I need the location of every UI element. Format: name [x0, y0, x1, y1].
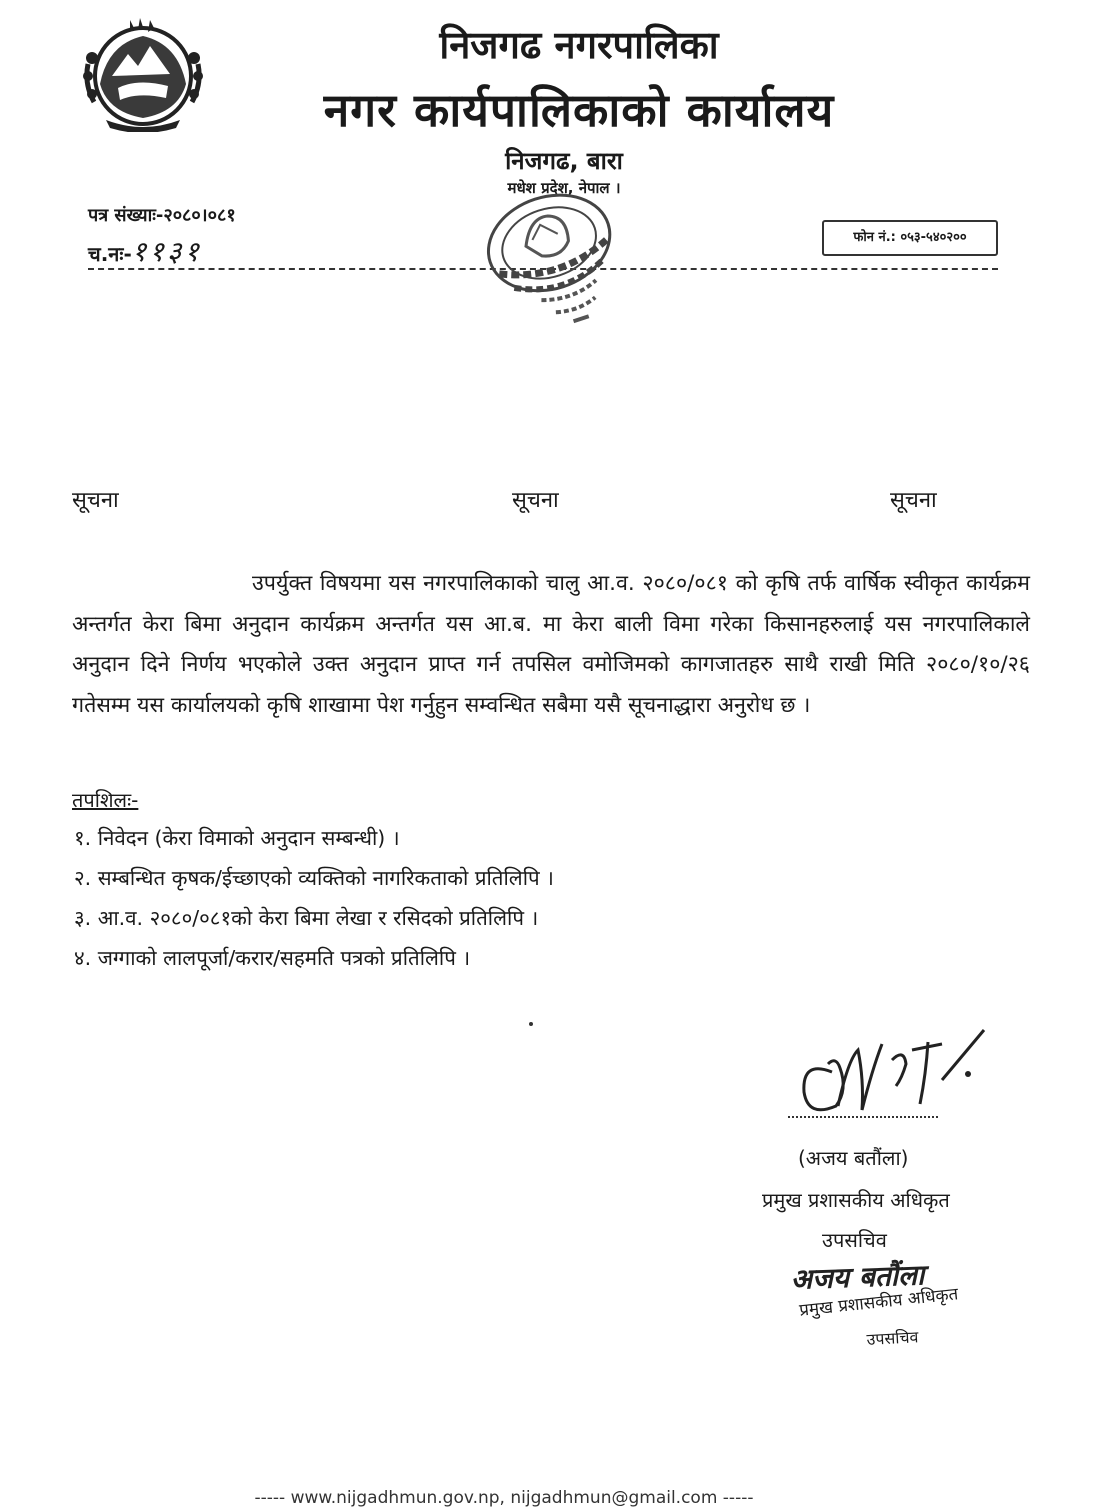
- stray-dot: [529, 1022, 533, 1026]
- dispatch-number: ११३१: [131, 235, 202, 268]
- seal-signer-rank: उपसचिव: [866, 1327, 919, 1349]
- details-list: [74, 818, 554, 978]
- dispatch-label: च.नः-: [88, 242, 132, 266]
- signer-name: (अजय बतौंला): [798, 1146, 909, 1170]
- details-item: ४. जग्गाको लालपूर्जा/करार/सहमति पत्रको प्रतिलिपि ।: [74, 946, 471, 970]
- footer-contact: ----- www.nijgadhmun.gov.np, nijgadhmun@gmail.com -----: [254, 1488, 754, 1508]
- notice-heading-left: सूचना: [72, 488, 119, 513]
- dispatch-number-row: [88, 232, 202, 270]
- notice-body-text: उपर्युक्त विषयमा यस नगरपालिकाको चालु आ.व. २०८०/०८१ को कृषि तर्फ वार्षिक स्वीकृत कार्यक्रम अन्तर्गत केरा बिमा अनुदान कार्यक्रम अन्तर्गत यस आ.ब. मा केरा बाली विमा गरेका किसानहरुलाई यस नगरपालिकाले अनुदान दिने निर्णय भएकोले उक्त अनुदान प्राप्त गर्न तपसिल वमोजिमको कागजातहरु साथै राखी मिति २०८०/१०/२६ गतेसम्म यस कार्यालयको कृषि शाखामा पेश गर्नुहुन सम्वन्धित सबैमा यसै सूचनाद्धारा अनुरोध छ ।: [72, 571, 1030, 718]
- signer-rank: उपसचिव: [822, 1228, 887, 1252]
- municipality-name: निजगढ नगरपालिका: [439, 23, 719, 67]
- notice-body: [72, 564, 1030, 726]
- notice-heading-center: सूचना: [512, 488, 559, 513]
- office-province: मधेश प्रदेश, नेपाल ।: [507, 179, 621, 197]
- notice-heading-right: सूचना: [890, 488, 937, 513]
- signer-designation: प्रमुख प्रशासकीय अधिकृत: [762, 1188, 950, 1212]
- details-item: ३. आ.व. २०८०/०८१को केरा बिमा लेखा र रसिदको प्रतिलिपि ।: [74, 906, 539, 930]
- details-item: १. निवेदन (केरा विमाको अनुदान सम्बन्धी) ।: [74, 826, 400, 850]
- office-address: निजगढ, बारा: [505, 147, 623, 175]
- details-item: २. सम्बन्धित कृषक/ईच्छाएको व्यक्तिको नागरिकताको प्रतिलिपि ।: [74, 866, 554, 890]
- office-stamp-icon: [470, 186, 640, 336]
- letter-number: पत्र संख्याः-२०८०।०८१: [88, 205, 236, 226]
- details-title: तपशिलः-: [72, 788, 139, 812]
- seal-signer-name: अजय बतौंला: [790, 1258, 925, 1296]
- signature-line: [788, 1116, 938, 1118]
- seal-signer-designation: प्रमुख प्रशासकीय अधिकृत: [798, 1284, 960, 1321]
- phone-number-box: फोन नं.: ०५३-५४०२००: [822, 220, 998, 256]
- office-name: नगर कार्यपालिकाको कार्यालय: [323, 83, 835, 137]
